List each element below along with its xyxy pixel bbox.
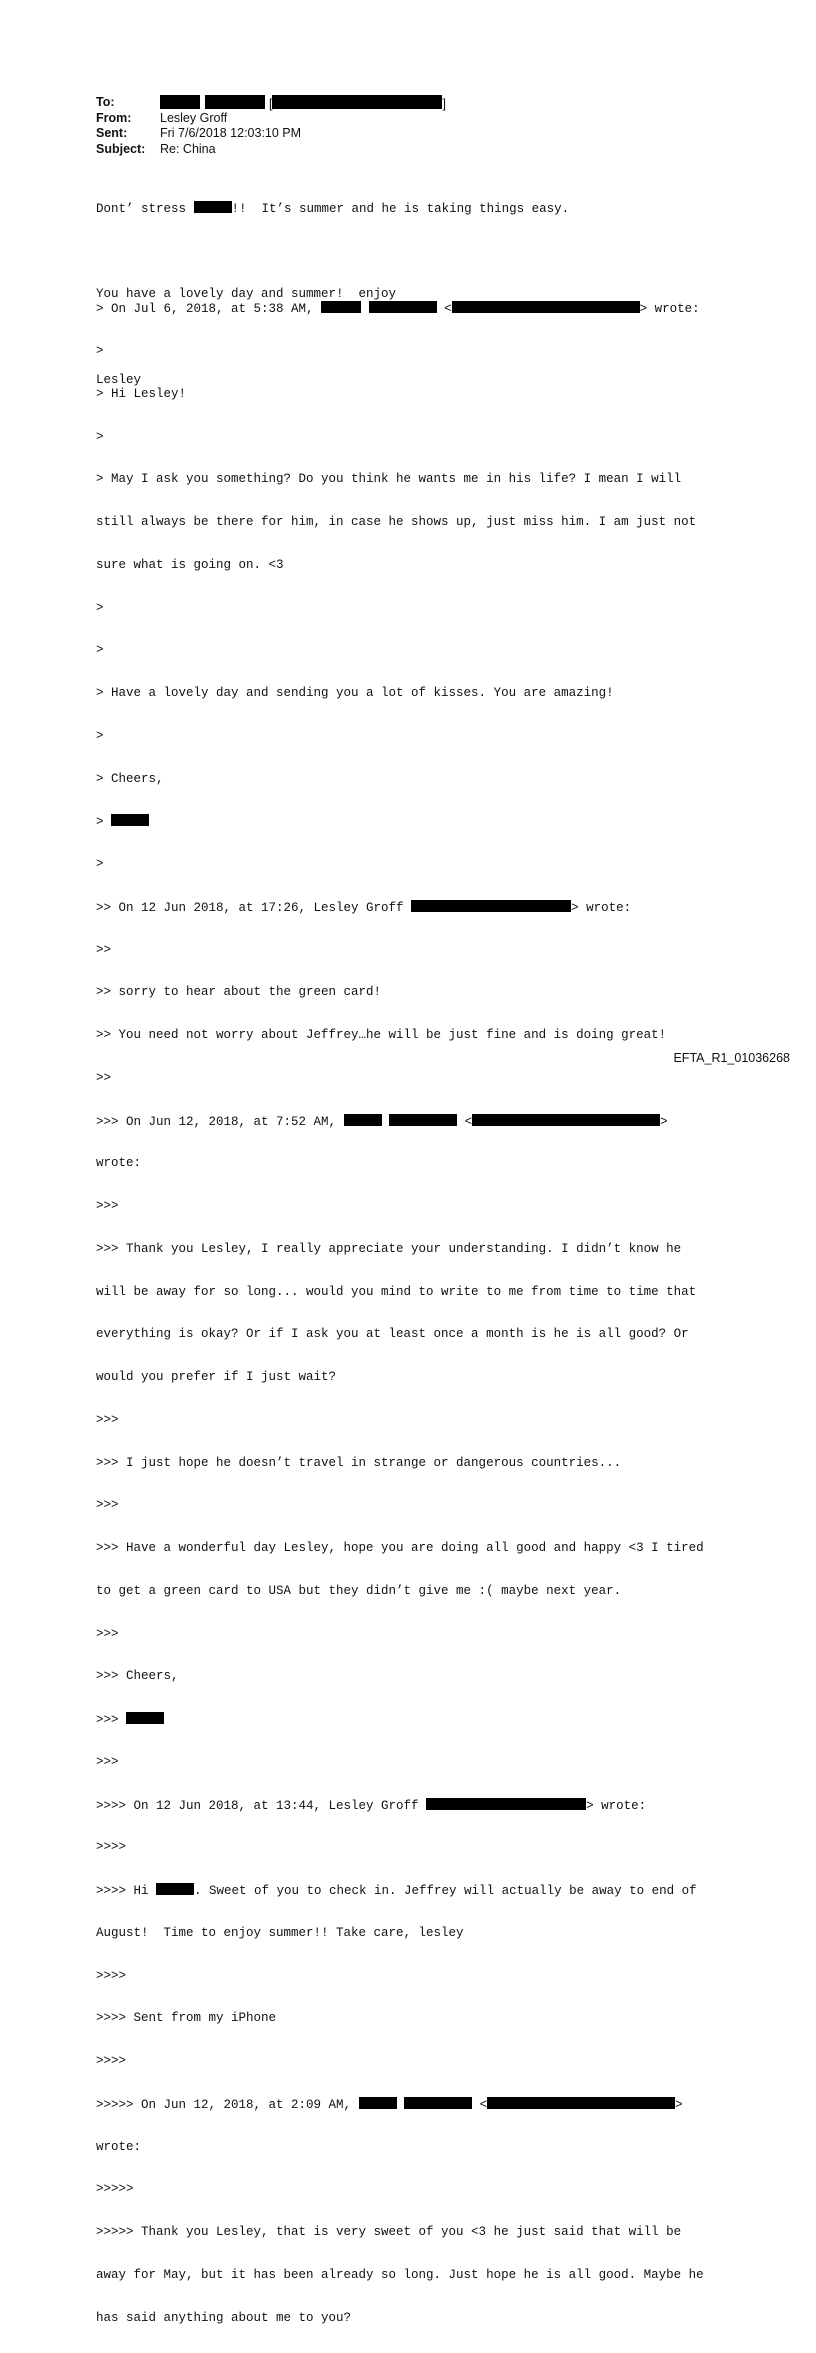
- quote-line: >>>>> Thank you Lesley, that is very sweet of you <3 he just said that will be: [96, 2225, 682, 2240]
- quote-line: >>>: [96, 1626, 119, 1641]
- redaction-box: [111, 814, 149, 826]
- quote-text: >>> On Jun 12, 2018, at 7:52 AM,: [96, 1114, 344, 1129]
- quote-text: > wrote:: [586, 1798, 647, 1813]
- quote-line: >>: [96, 942, 112, 957]
- quote-line: >>>>: [96, 2054, 127, 2069]
- quote-line: to get a green card to USA but they didn’t give me :( maybe next year.: [96, 1583, 622, 1598]
- quote-text: >> On 12 Jun 2018, at 17:26, Lesley Groff: [96, 900, 412, 915]
- signature: Lesley: [96, 373, 142, 387]
- redaction-box: [344, 1114, 382, 1126]
- quoted-thread: [96, 273, 736, 2353]
- quote-line: >>>>>: [96, 2182, 134, 2197]
- bracket-open: [: [268, 97, 273, 111]
- quote-line: >>>>: [96, 1968, 127, 1983]
- quote-line: >>>> Sent from my iPhone: [96, 2011, 277, 2026]
- quote-text: >: [675, 2097, 683, 2112]
- redaction-box: [272, 95, 442, 109]
- redaction-box: [359, 2097, 397, 2109]
- redaction-box: [156, 1883, 194, 1895]
- quote-text: >>>> On 12 Jun 2018, at 13:44, Lesley Groff: [96, 1798, 427, 1813]
- subject-value: Re: China: [160, 141, 216, 156]
- quote-line: >>>: [96, 1412, 119, 1427]
- quote-line: has said anything about me to you?: [96, 2310, 352, 2325]
- from-row: [96, 111, 446, 127]
- body-line: You have a lovely day and summer! enjoy: [96, 287, 397, 302]
- quote-line: [96, 1114, 736, 1128]
- quote-text: <: [472, 2097, 488, 2112]
- redaction-box: [205, 95, 265, 109]
- subject-label: Subject:: [96, 141, 146, 156]
- to-value: [160, 95, 446, 111]
- redaction-box: [487, 2097, 675, 2109]
- quote-line: [96, 2097, 736, 2111]
- quote-line: [96, 1798, 736, 1812]
- quote-line: >: [96, 429, 104, 444]
- redaction-box: [404, 2097, 472, 2109]
- redaction-box: [411, 900, 571, 912]
- quote-line: everything is okay? Or if I ask you at least once a month is he is all good? Or: [96, 1327, 689, 1342]
- quote-text: > wrote:: [639, 302, 700, 317]
- from-label: From:: [96, 110, 132, 125]
- quote-text: > On Jul 6, 2018, at 5:38 AM,: [96, 302, 322, 317]
- quote-line: > Cheers,: [96, 771, 164, 786]
- quote-line: > Have a lovely day and sending you a lot of kisses. You are amazing!: [96, 686, 614, 701]
- quote-line: > Hi Lesley!: [96, 386, 187, 401]
- redaction-box: [194, 201, 232, 213]
- quote-text: >>>> Hi: [96, 1884, 157, 1899]
- quote-line: sure what is going on. <3: [96, 557, 284, 572]
- quote-line: wrote:: [96, 2139, 142, 2154]
- quote-text: <: [436, 302, 452, 317]
- quote-text: >: [96, 815, 112, 830]
- subject-row: [96, 142, 446, 158]
- quote-line: >: [96, 600, 104, 615]
- redaction-box: [369, 301, 437, 313]
- redaction-box: [472, 1114, 660, 1126]
- quote-text: . Sweet of you to check in. Jeffrey will actually be away to end of: [194, 1884, 697, 1899]
- quote-text: > wrote:: [571, 900, 632, 915]
- quote-line: >>: [96, 1070, 112, 1085]
- quote-line: >>> Cheers,: [96, 1669, 179, 1684]
- sent-label: Sent:: [96, 126, 128, 140]
- quote-text: >: [660, 1114, 668, 1129]
- quote-line: >>>: [96, 1754, 119, 1769]
- quote-line: >: [96, 857, 104, 872]
- to-label: To:: [96, 95, 115, 109]
- quote-text: <: [457, 1114, 473, 1129]
- bracket-close: ]: [442, 97, 446, 111]
- quote-line: [96, 1712, 736, 1726]
- quote-line: [96, 814, 736, 828]
- body-text: !! It’s summer and he is taking things easy.: [231, 202, 570, 217]
- redaction-box: [389, 1114, 457, 1126]
- quote-line: >>> Thank you Lesley, I really appreciate your understanding. I didn’t know he: [96, 1241, 682, 1256]
- quote-line: [96, 900, 736, 914]
- quote-line: >>>: [96, 1199, 119, 1214]
- sent-value: Fri 7/6/2018 12:03:10 PM: [160, 126, 302, 140]
- email-header: [96, 95, 446, 157]
- redaction-box: [452, 301, 640, 313]
- quote-line: >: [96, 728, 104, 743]
- quote-line: >>> Have a wonderful day Lesley, hope you are doing all good and happy <3 I tired: [96, 1541, 704, 1556]
- quote-line: still always be there for him, in case he shows up, just miss him. I am just not: [96, 515, 697, 530]
- to-row: [96, 95, 446, 111]
- quote-line: >>> I just hope he doesn’t travel in strange or dangerous countries...: [96, 1455, 622, 1470]
- quote-line: will be away for so long... would you mind to write to me from time to time that: [96, 1284, 697, 1299]
- body-line: [96, 201, 569, 215]
- quote-line: >> sorry to hear about the green card!: [96, 985, 382, 1000]
- from-value: Lesley Groff: [160, 110, 228, 125]
- redaction-box: [321, 301, 361, 313]
- quote-line: would you prefer if I just wait?: [96, 1370, 337, 1385]
- redaction-box: [426, 1798, 586, 1810]
- quote-text: >>>: [96, 1713, 127, 1728]
- body-text: Dont’ stress: [96, 202, 194, 217]
- redaction-box: [160, 95, 200, 109]
- quote-line: [96, 301, 736, 315]
- quote-line: >: [96, 344, 104, 359]
- redaction-box: [126, 1712, 164, 1724]
- quote-line: August! Time to enjoy summer!! Take care, lesley: [96, 1925, 464, 1940]
- quote-line: >>>>: [96, 1840, 127, 1855]
- quote-line: >>>: [96, 1498, 119, 1513]
- quote-text: >>>>> On Jun 12, 2018, at 2:09 AM,: [96, 2097, 359, 2112]
- quote-line: away for May, but it has been already so long. Just hope he is all good. Maybe he: [96, 2267, 704, 2282]
- quote-line: > May I ask you something? Do you think he wants me in his life? I mean I will: [96, 472, 682, 487]
- quote-line: wrote:: [96, 1156, 142, 1171]
- document-id: EFTA_R1_01036268: [673, 1051, 790, 1065]
- sent-row: [96, 126, 446, 142]
- quote-line: >: [96, 643, 104, 658]
- quote-line: [96, 1883, 736, 1897]
- quote-line: >> You need not worry about Jeffrey…he will be just fine and is doing great!: [96, 1028, 667, 1043]
